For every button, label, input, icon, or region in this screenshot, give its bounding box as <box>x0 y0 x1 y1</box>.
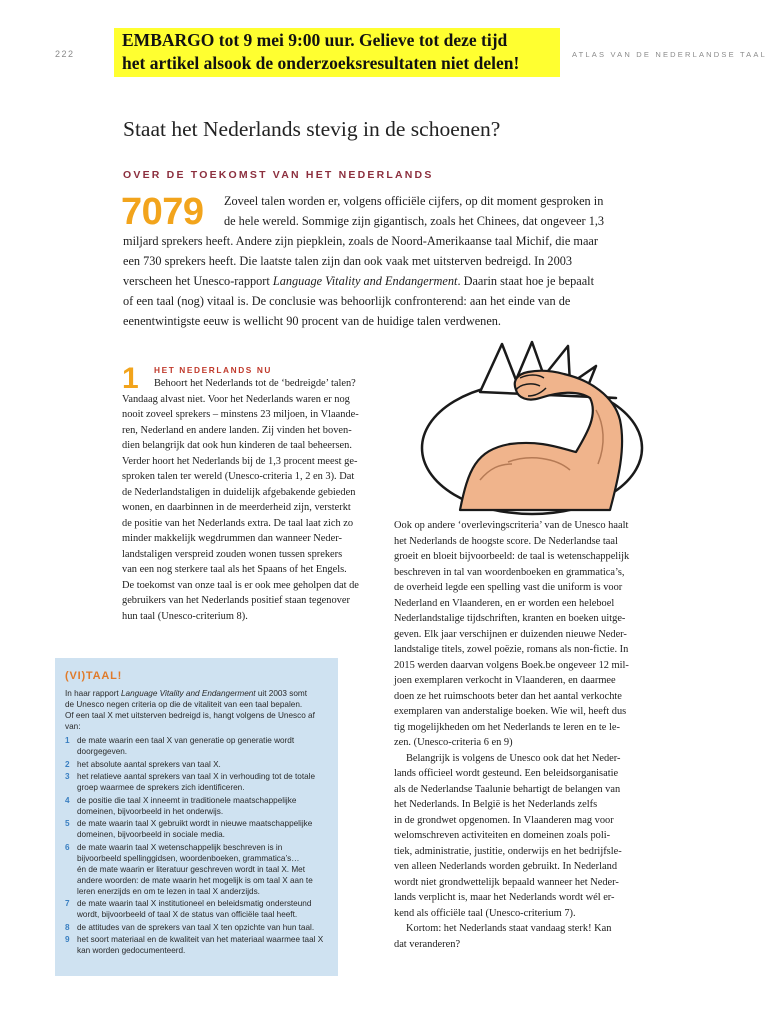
criterion-text: de positie die taal X inneemt in traditionele maatschappelijke <box>77 795 297 805</box>
body-line: hun taal (Unesco-criterium 8). <box>122 610 248 622</box>
body-line: gebruikers van het Nederlands positief staan tegenover <box>122 595 350 606</box>
criterion-text: domeinen, bijvoorbeeld in sociale media. <box>77 830 225 839</box>
embargo-line: EMBARGO tot 9 mei 9:00 uur. Gelieve tot deze tijd <box>122 30 508 50</box>
embargo-line: het artikel alsook de onderzoeksresultaten niet delen! <box>122 53 520 73</box>
body-line: ren, Nederland en andere landen. Zij vinden het boven- <box>122 424 352 436</box>
sidebar-intro-line <box>65 689 307 698</box>
body-line: groeit en bloeit bijvoorbeeld: de taal is wetenschappelijk <box>394 551 630 562</box>
body-line: Belangrijk is volgens de Unesco ook dat het Neder- <box>406 752 621 764</box>
running-head: ATLAS VAN DE NEDERLANDSE TAAL <box>572 50 767 59</box>
criterion-text: de mate waarin een taal X van generatie op generatie wordt <box>77 736 295 745</box>
body-line: joen exemplaren verkocht in Vlaanderen, en daarmee <box>394 675 616 686</box>
body-line: De toekomst van onze taal is er ook mee geholpen dat de <box>122 579 359 591</box>
body-line: welomschreven activiteiten en domeinen zoals poli- <box>394 830 611 841</box>
intro-line: Zoveel talen worden er, volgens officiële cijfers, op dit moment gesproken in <box>224 194 604 208</box>
body-line: sproken talen ter wereld (Unesco-criteria 1, 2 en 3). Dat <box>122 471 355 482</box>
body-line: Kortom: het Nederlands staat vandaag sterk! Kan <box>406 923 612 934</box>
body-line: 2015 werden daarvan volgens Boek.be ongeveer 12 mil- <box>394 659 629 671</box>
big-number: 7079 <box>121 191 204 233</box>
sidebar-intro-line: van: <box>65 722 81 731</box>
criterion-number: 6 <box>65 842 70 852</box>
sidebar-text: In haar rapport <box>65 689 121 698</box>
intro-text: verscheen het Unesco-rapport <box>123 274 273 288</box>
criterion-text: de attitudes van de sprekers van taal X ten opzichte van hun taal. <box>77 922 315 932</box>
body-line: minder makkelijk wegdrummen dan wanneer Neder- <box>122 533 342 544</box>
intro-line: eenentwintigste eeuw is wellicht 90 procent van de huidige talen verdwenen. <box>123 314 502 328</box>
body-line: Ook op andere ‘overlevingscriteria’ van de Unesco haalt <box>394 520 629 531</box>
body-line: exemplaren van anderstalige boeken. Wie wil, heeft dus <box>394 706 627 717</box>
body-line: Verder hoort het Nederlands bij de 1,3 procent meest ge- <box>122 455 358 467</box>
embargo-notice <box>114 28 560 77</box>
article-subhead: OVER DE TOEKOMST VAN HET NEDERLANDS <box>123 169 434 181</box>
body-line: in de grondwet opgenomen. In Vlaanderen mag voor <box>394 814 614 826</box>
intro-line: een 730 sprekers heeft. Die laatste talen zijn dan ook vaak met uitsterven bedreigd. In 2003 <box>123 254 573 268</box>
body-line: nooit zoveel sprekers – minstens 23 miljoen, in Vlaande- <box>122 409 359 420</box>
body-line: de Nederlandstaligen in duidelijk afgebakende gebieden <box>122 486 356 498</box>
body-line: het Nederlands de hoogste score. De Nederlandse taal <box>394 535 618 547</box>
body-line: van een nog sterkere taal als het Spaans of het Engels. <box>122 564 347 575</box>
sidebar-text: uit 2003 somt <box>255 689 308 698</box>
body-line: landstalige titels, zowel poëzie, romans als non-fictie. In <box>394 644 629 655</box>
criterion-text: het soort materiaal en de kwaliteit van het materiaal waarmee taal X <box>77 935 324 944</box>
criterion-number: 5 <box>65 819 70 828</box>
criterion-text: groep waarmee de sprekers zich identificeren. <box>77 783 245 792</box>
criterion-text: wordt, bijvoorbeeld of taal X de status van officiële taal heeft. <box>77 910 298 919</box>
section-heading: HET NEDERLANDS NU <box>154 365 273 375</box>
body-line: Nederland en Vlaanderen, en er worden een heleboel <box>394 597 615 609</box>
sidebar-report-title: Language Vitality and Endangerment <box>120 689 256 698</box>
criterion-text: het relatieve aantal sprekers van taal X in verhouding tot de totale <box>77 772 316 781</box>
sidebar-title: (VI)TAAL! <box>65 670 123 682</box>
intro-line: miljard sprekers heeft. Andere zijn piepklein, zoals de Noord-Amerikaanse taal Michif, die maar <box>123 234 598 248</box>
body-line: als de Nederlandse Taalunie behartigt de belangen van <box>394 783 621 795</box>
criterion-text: leren enerzijds en om te lezen in taal X anderzijds. <box>77 886 260 896</box>
body-line: landstaligen verspreid zouden wonen tussen sprekers <box>122 548 343 560</box>
body-line: Behoort het Nederlands tot de ‘bedreigde’ talen? <box>154 378 356 389</box>
body-line: de positie van het Nederlands extra. De taal laat zich zo <box>122 517 354 529</box>
page-number: 222 <box>55 49 75 59</box>
criterion-text: kan worden gedocumenteerd. <box>77 946 186 955</box>
criterion-text: de mate waarin taal X institutioneel en beleidsmatig ondersteund <box>77 899 312 908</box>
sidebar-intro-line: de Unesco negen criteria op die de vitaliteit van een taal bepalen. <box>65 700 303 709</box>
report-title: Language Vitality and Endangerment <box>272 274 458 288</box>
criterion-text: de mate waarin taal X wetenschappelijk beschreven is in <box>77 842 283 852</box>
body-line: Vandaag alvast niet. Voor het Nederlands waren er nog <box>122 393 350 405</box>
body-line: doen ze het ruimschoots beter dan het aantal verkochte <box>394 690 622 702</box>
article-title: Staat het Nederlands stevig in de schoenen? <box>123 117 501 141</box>
body-line: wonen, en daarbinnen in de meerderheid zijn, versterkt <box>122 502 351 513</box>
body-line: dien belangrijk dat ook hun kinderen de taal beheersen. <box>122 440 352 451</box>
criterion-text: andere woorden: de mate waarin het mogelijk is om taal X aan te <box>77 875 313 885</box>
body-line: geven. Elk jaar verschijnen er duizenden nieuwe Neder- <box>394 628 627 640</box>
intro-line: de hele wereld. Sommige zijn gigantisch, zoals het Chinees, dat ongeveer 1,3 <box>224 214 605 228</box>
body-line: de overheid legde een spelling vast die uniform is voor <box>394 582 623 593</box>
criterion-text: doorgegeven. <box>77 747 128 756</box>
criterion-number: 4 <box>65 795 70 805</box>
body-line: lands verplicht is, maar het Nederlands wordt wél er- <box>394 892 615 903</box>
criterion-text: de mate waarin taal X gebruikt wordt in nieuwe maatschappelijke <box>77 819 313 828</box>
intro-line: of een taal (nog) vitaal is. De conclusie was behoorlijk confronterend: aan het einde van de <box>123 294 571 308</box>
body-line: tiek, administratie, justitie, onderwijs en het bedrijfsle- <box>394 845 622 857</box>
body-line: kend als officiële taal (Unesco-criterium 7). <box>394 907 576 919</box>
body-line: wordt niet grondwettelijk bepaald wanneer het Neder- <box>394 876 619 888</box>
body-line: ven alleen Nederlands worden gebruikt. In Nederland <box>394 861 618 872</box>
criterion-number: 9 <box>65 935 70 944</box>
body-line: lands officieel wordt gesteund. Een beleidsorganisatie <box>394 768 619 779</box>
sidebar-intro-line: Of een taal X met uitsterven bedreigd is, hangt volgens de Unesco af <box>65 711 315 720</box>
criterion-text: én de mate waarin er literatuur geschreven wordt in taal X. Met <box>77 864 305 874</box>
body-line: zen. (Unesco-criteria 6 en 9) <box>394 737 513 748</box>
vitaal-sidebar <box>55 658 338 976</box>
intro-text: . Daarin staat hoe je bepaalt <box>457 274 595 288</box>
body-line: tig mogelijkheden om het Nederlands te leren en te le- <box>394 721 620 733</box>
body-line: beschreven in tal van woordenboeken en grammatica’s, <box>394 566 625 578</box>
criterion-text: bijvoorbeeld spellinggidsen, woordenboeken, grammatica’s… <box>77 853 300 863</box>
criterion-number: 3 <box>65 772 70 781</box>
flexed-arm-illustration <box>420 340 660 518</box>
criterion-number: 7 <box>65 899 70 908</box>
intro-line <box>123 274 594 289</box>
criterion-number: 1 <box>65 736 70 745</box>
body-line: Nederlandstalige tijdschriften, kranten en boeken uitge- <box>394 613 626 624</box>
criterion-text: het absolute aantal sprekers van taal X. <box>77 759 221 769</box>
body-line: dat veranderen? <box>394 938 461 950</box>
criterion-number: 8 <box>65 922 70 932</box>
body-line: het Nederlands. In België is het Nederlands zelfs <box>394 799 598 810</box>
criterion-text: domeinen, bijvoorbeeld in het onderwijs. <box>77 806 224 816</box>
section-number: 1 <box>122 362 139 395</box>
criterion-number: 2 <box>65 759 70 769</box>
